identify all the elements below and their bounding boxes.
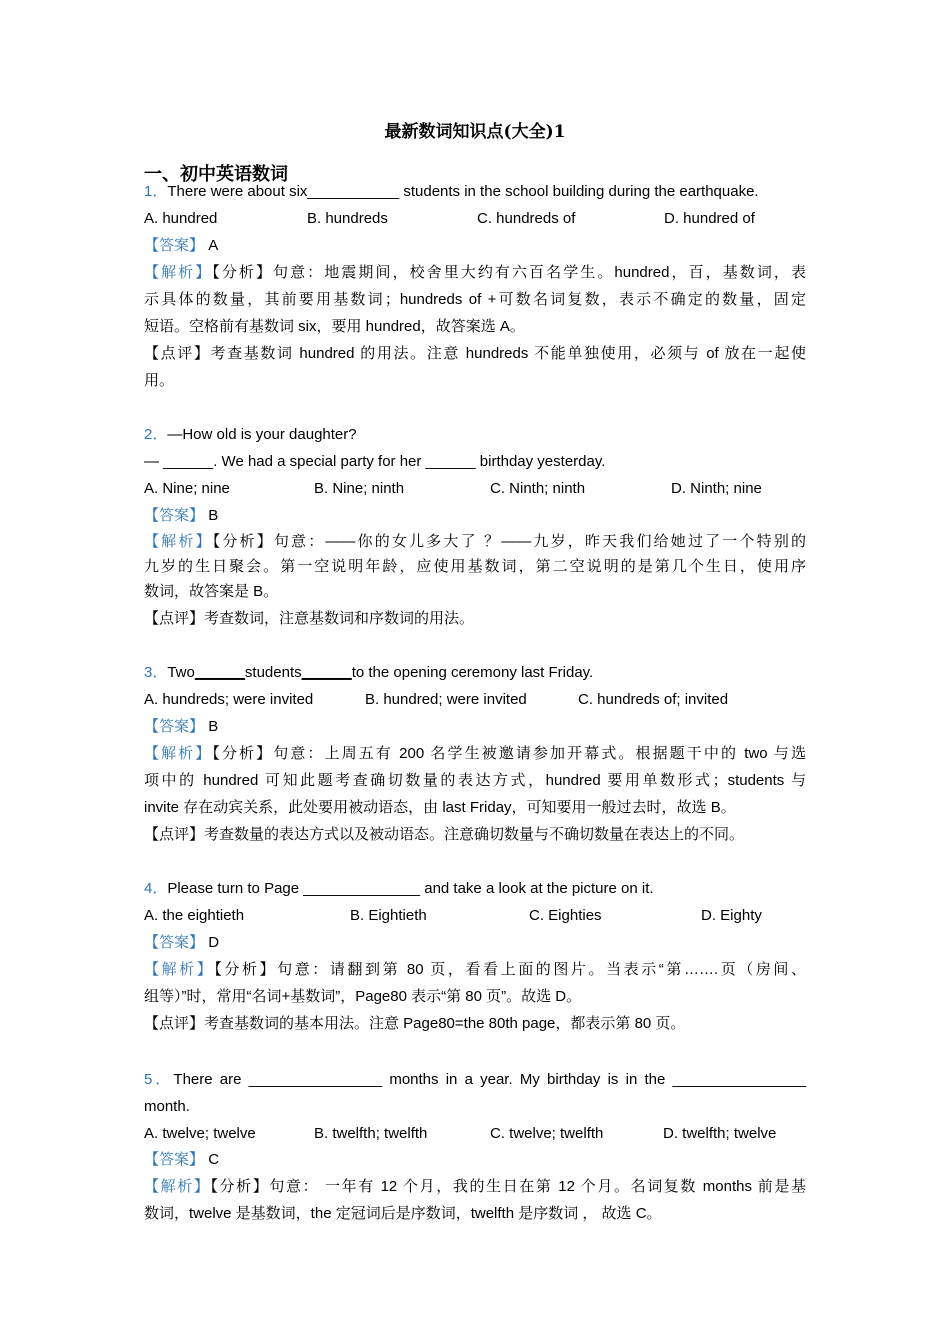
option-b: B. hundred; were invited [365,691,527,708]
option-b: B. twelfth; twelfth [314,1125,428,1142]
option-c: C. twelve; twelfth [490,1125,604,1142]
question-text: —How old is your daughter? [167,426,357,443]
answer-tag: 【答案】 [144,1151,205,1168]
option-d: D. Ninth; nine [671,480,762,497]
answer-tag: 【答案】 [144,507,205,524]
analysis-tag: 【解析】 [144,745,213,762]
blank: ______ [301,664,352,681]
question-3-analysis-1 [144,744,806,764]
blank: ______ [194,664,245,681]
analysis-text: 【分析】句意：——你的女儿多大了 ？——九岁，昨天我们给她过了一个特别的 [212,533,806,550]
question-2-comment: 【点评】考查数词，注意基数词和序数词的用法。 [144,610,475,627]
option-c: C. hundreds of; invited [578,691,729,708]
question-text: Two [167,664,195,681]
answer-value: A [208,237,219,254]
analysis-text: 【分析】句意：请翻到第 80 页，看看上面的图片。当表示“第…….页（房间、 [214,961,806,978]
question-5-stem [144,1070,806,1090]
question-5-analysis-2: 数词，twelve 是基数词，the 定冠词后是序数词，twelfth 是序数词 ， 故选 C。 [144,1205,662,1222]
question-1-analysis-2: 示具体的数量，其前要用基数词；hundreds of +可数名词复数，表示不确定的数量，固定 [144,291,806,308]
question-1-analysis-1 [144,263,806,283]
analysis-tag: 【解析】 [144,961,215,978]
question-3-comment: 【点评】考查数量的表达方式以及被动语态。注意确切数量与不确切数量在表达上的不同。 [144,826,745,843]
question-3-analysis-2: 项中的 hundred 可知此题考查确切数量的表达方式，hundred 要用单数形式；students 与 [144,772,806,789]
question-3-analysis-3: invite 存在动宾关系，此处要用被动语态，由 last Friday，可知要用一般过去时，故选 B。 [144,799,736,816]
question-number: 5． [144,1071,174,1088]
question-1-comment-1: 【点评】考查基数词 hundred 的用法。注意 hundreds 不能单独使用，必须与 of 放在一起使 [144,345,806,362]
option-a: A. twelve; twelve [144,1125,256,1142]
option-a: A. the eightieth [144,907,245,924]
option-d: D. hundred of [664,210,755,227]
question-text: Please turn to Page ______________ and take a look at the picture on it. [167,880,654,897]
analysis-tag: 【解析】 [144,1178,211,1195]
question-3-stem [144,663,806,683]
question-number: 1． [144,183,168,200]
question-text: to the opening ceremony last Friday. [351,664,594,681]
page-title: 最新数词知识点(大全)1 [384,122,566,142]
question-text: There were about six___________ students in the school building during the earthquake. [167,183,759,200]
question-4-answer [144,933,806,953]
option-b: B. hundreds [307,210,388,227]
question-number: 3． [144,664,168,681]
option-c: C. Ninth; ninth [490,480,586,497]
question-number: 2． [144,426,168,443]
question-4-analysis-2: 组等）”时，常用“名词+基数词”，Page80 表示“第 80 页”。故选 D。 [144,988,582,1005]
analysis-text: 【分析】句意： 一年有 12 个月，我的生日在第 12 个月。名词复数 months 前是基 [210,1178,806,1195]
option-a: A. Nine; nine [144,480,230,497]
option-b: B. Eightieth [350,907,427,924]
question-4-stem [144,879,806,899]
option-c: C. Eighties [529,907,602,924]
question-1-analysis-3: 短语。空格前有基数词 six，要用 hundred，故答案选 A。 [144,318,525,335]
analysis-tag: 【解析】 [144,264,213,281]
section-heading: 一、初中英语数词 [144,164,288,185]
question-5-answer [144,1150,806,1170]
question-1-stem [144,182,806,202]
option-a: A. hundreds; were invited [144,691,314,708]
question-2-stem [144,425,806,445]
question-1-comment-2: 用。 [144,372,175,389]
answer-value: C [208,1151,220,1168]
answer-value: B [208,507,219,524]
question-number: 4． [144,880,168,897]
option-d: D. Eighty [701,907,762,924]
question-5-analysis-1 [144,1177,806,1197]
answer-value: D [208,934,220,951]
question-4-analysis-1 [144,960,806,980]
analysis-text: 【分析】句意：地震期间，校舍里大约有六百名学生。hundred，百，基数词，表 [212,264,806,281]
analysis-tag: 【解析】 [144,533,213,550]
option-a: A. hundred [144,210,218,227]
option-b: B. Nine; ninth [314,480,405,497]
question-1-answer [144,236,806,256]
question-2-answer [144,506,806,526]
question-2-analysis-3: 数词，故答案是 B。 [144,583,279,600]
question-text: students [244,664,302,681]
answer-tag: 【答案】 [144,718,205,735]
answer-value: B [208,718,219,735]
analysis-text: 【分析】句意：上周五有 200 名学生被邀请参加开幕式。根据题干中的 two 与选 [212,745,806,762]
question-2-analysis-2: 九岁的生日聚会。第一空说明年龄，应使用基数词，第二空说明的是第几个生日，使用序 [144,558,806,575]
option-c: C. hundreds of [477,210,576,227]
question-2-stem-2: — ______. We had a special party for her ______ birthday yesterday. [144,453,606,470]
answer-tag: 【答案】 [144,934,205,951]
question-4-comment: 【点评】考查基数词的基本用法。注意 Page80=the 80th page，都表示第 80 页。 [144,1015,686,1032]
question-2-analysis-1 [144,532,806,552]
answer-tag: 【答案】 [144,237,205,254]
question-text: There are ________________ months in a year. My birthday is in the ________________ [173,1071,806,1088]
question-5-stem-2: month. [144,1098,190,1115]
question-3-answer [144,717,806,737]
option-d: D. twelfth; twelve [663,1125,777,1142]
